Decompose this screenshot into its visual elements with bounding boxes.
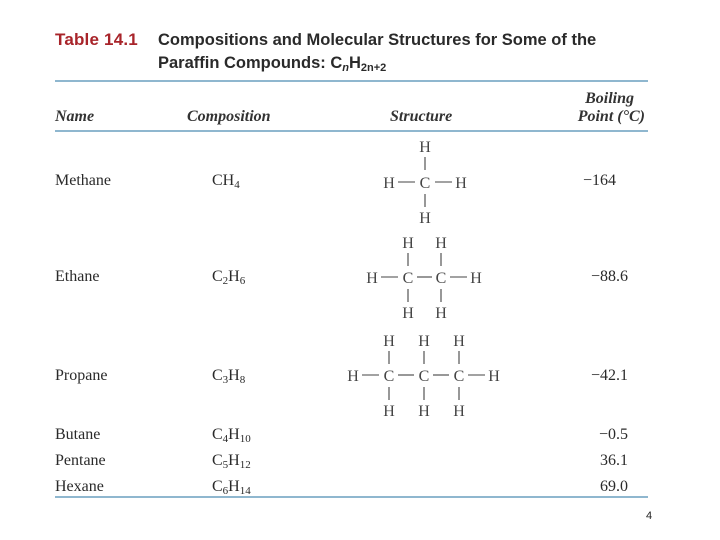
row-name: Butane bbox=[55, 426, 101, 443]
atom-h: H bbox=[383, 333, 395, 350]
propane-structure bbox=[347, 333, 500, 420]
methane-structure bbox=[383, 139, 467, 227]
atom-c: C bbox=[383, 368, 395, 385]
atom-h: H bbox=[383, 175, 395, 192]
atom-h: H bbox=[366, 270, 378, 287]
atom-h: H bbox=[402, 235, 414, 252]
atom-h: H bbox=[453, 333, 465, 350]
atom-h: H bbox=[488, 368, 500, 385]
header-name: Name bbox=[55, 108, 95, 125]
atom-h: H bbox=[402, 305, 414, 322]
row-composition: $C_5H_{12}$ bbox=[212, 452, 251, 471]
ethane-structure bbox=[366, 235, 482, 322]
row-boiling-point: −0.5 bbox=[598, 426, 628, 443]
row-boiling-point: −88.6 bbox=[590, 268, 628, 285]
row-name: Ethane bbox=[55, 268, 100, 285]
row-name: Pentane bbox=[55, 452, 106, 469]
atom-h: H bbox=[470, 270, 482, 287]
atom-c: C bbox=[419, 175, 431, 192]
atom-h: H bbox=[347, 368, 359, 385]
header-boiling-point: Point (°C) bbox=[577, 108, 645, 125]
table-label: Table 14.1 bbox=[55, 30, 138, 49]
atom-h: H bbox=[435, 305, 447, 322]
row-composition: $C_4H_{10}$ bbox=[212, 426, 251, 445]
atom-h: H bbox=[435, 235, 447, 252]
row-name: Propane bbox=[55, 367, 108, 384]
atom-h: H bbox=[455, 175, 467, 192]
row-composition: $CH_4$ bbox=[212, 172, 240, 191]
atom-c: C bbox=[435, 270, 447, 287]
title-line-1: Compositions and Molecular Structures for Some of the bbox=[158, 31, 597, 49]
atom-c: C bbox=[418, 368, 430, 385]
atom-h: H bbox=[383, 403, 395, 420]
row-boiling-point: 36.1 bbox=[600, 452, 628, 469]
atom-h: H bbox=[419, 139, 431, 156]
header-boiling: Boiling bbox=[585, 90, 634, 107]
row-boiling-point: −42.1 bbox=[590, 367, 628, 384]
row-composition: $C_3H_8$ bbox=[212, 367, 246, 386]
header-structure: Structure bbox=[390, 108, 453, 125]
header-composition: Composition bbox=[187, 108, 271, 125]
row-boiling-point: −164 bbox=[582, 172, 616, 189]
atom-h: H bbox=[419, 210, 431, 227]
row-composition: $C_2H_6$ bbox=[212, 268, 246, 287]
row-composition: $C_6H_{14}$ bbox=[212, 478, 251, 497]
row-name: Hexane bbox=[55, 478, 104, 495]
atom-c: C bbox=[453, 368, 465, 385]
atom-h: H bbox=[453, 403, 465, 420]
atom-c: C bbox=[402, 270, 414, 287]
row-boiling-point: 69.0 bbox=[600, 478, 628, 495]
title-line-2: Paraffin Compounds: $C_nH_{2n+2}$ bbox=[158, 54, 387, 74]
row-name: Methane bbox=[55, 172, 111, 189]
atom-h: H bbox=[418, 333, 430, 350]
atom-h: H bbox=[418, 403, 430, 420]
page-number: 4 bbox=[646, 510, 653, 522]
